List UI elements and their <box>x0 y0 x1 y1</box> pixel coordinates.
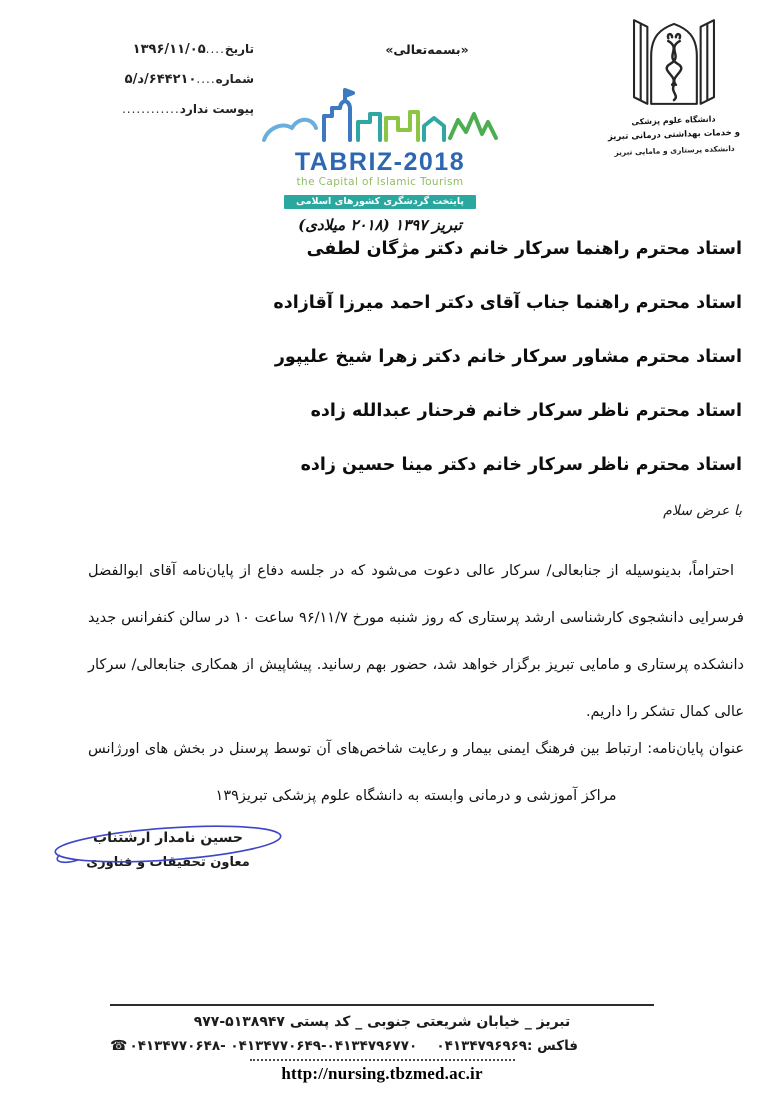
tabriz-2018-logo <box>248 86 512 234</box>
seal-captions <box>597 111 750 159</box>
website-url: http://nursing.tbzmed.ac.ir <box>281 1064 483 1083</box>
signature-ellipse <box>48 817 288 875</box>
date-label: تاریخ <box>224 42 254 56</box>
tabriz-2018-caption: تبریز ۱۳۹۷ (۲۰۱۸ میلادی) <box>298 215 462 234</box>
invitation-body: احتراماً، بدینوسیله از جنابعالی/ سرکار عالی دعوت می‌شود که در جلسه دفاع از پایان‌نامه آقای ابوالفضل فرسرایی دانشجوی کارشناسی ارشد پرستاری که روز شنبه مورخ ۹۶/۱۱/۷ ساعت ۱۰ در سالن کنفرانس جدید دانشکده پرستاری و مامایی تبریز برگزار خواهد شد، حضور بهم رسانید. پیشاپیش از همکاری جنابعالی/ سرکار عالی کمال تشکر را داریم. <box>88 563 744 720</box>
tabriz-2018-skyline <box>258 86 502 148</box>
seal-caption-university: دانشگاه علوم پزشکی <box>631 114 716 127</box>
fax-label: فاکس : <box>527 1038 578 1054</box>
recipient-observer-2: استاد محترم ناظر سرکار خانم دکتر مینا حسین زاده <box>300 455 742 475</box>
recipient-observer-1: استاد محترم ناظر سرکار خانم فرحنار عبدالله زاده <box>310 401 742 421</box>
recipients-block <box>20 236 742 506</box>
signature-block <box>68 830 268 870</box>
attachment-label: پیوست ندارد <box>179 102 254 116</box>
recipient-supervisor-1: استاد محترم راهنما سرکار خانم دکتر مژگان لطفی <box>306 239 742 259</box>
footer-address: تبریز _ خیابان شریعتی جنوبی _ کد پستی ۵۱۳۸۹۴۷-۹۷۷ <box>193 1014 571 1030</box>
number-row <box>34 72 254 87</box>
number-value: ۵/د/۶۴۴۲۱۰ <box>124 72 197 87</box>
seal-caption-faculty: دانشکده پرستاری و مامایی تبریز <box>614 143 735 157</box>
fax-number: ۰۴۱۳۴۷۹۶۹۶۹ <box>436 1038 528 1054</box>
telephone-icon: ☎ <box>110 1038 128 1054</box>
recipient-supervisor-2: استاد محترم راهنما جناب آقای دکتر احمد میرزا آقازاده <box>273 293 742 313</box>
attachment-row <box>34 102 254 116</box>
besmele-heading: «بسمه‌تعالی» <box>385 42 469 57</box>
phone-numbers: ۰۴۱۳۴۷۷۰۶۴۸- ۰۴۱۳۴۷۷۰۶۴۹-۰۴۱۳۴۷۹۶۷۷۰ <box>129 1038 418 1054</box>
attachment-leader-dots: ............ <box>121 102 180 116</box>
tabriz-2018-strip: پایتخت گردشگری کشورهای اسلامی <box>284 195 476 209</box>
university-seal-logo <box>615 12 733 112</box>
number-label: شماره <box>215 72 254 86</box>
recipient-advisor: استاد محترم مشاور سرکار خانم دکتر زهرا شیخ علیپور <box>274 347 742 367</box>
footer-dotted-divider <box>250 1059 515 1061</box>
university-seal <box>598 12 750 157</box>
footer <box>110 1004 654 1084</box>
date-row <box>34 42 254 57</box>
phones-group <box>110 1038 417 1054</box>
number-leader-dots: .... <box>196 72 216 86</box>
signatory-name: حسین نامدار ارشتناب <box>93 830 243 846</box>
date-leader-dots: .... <box>205 42 225 56</box>
footer-contact-row <box>110 1038 654 1054</box>
signatory-title: معاون تحقیقات و فناوری <box>86 855 250 870</box>
seal-caption-services: و خدمات بهداشتی درمانی تبریز <box>607 128 741 143</box>
footer-divider <box>110 1004 654 1006</box>
date-value: ۱۳۹۶/۱۱/۰۵ <box>132 42 206 57</box>
thesis-title: عنوان پایان‌نامه: ارتباط بین فرهنگ ایمنی بیمار و رعایت شاخص‌های آن توسط پرسنل در بخش های اورژانس مراکز آموزشی و درمانی وابسته به دانشگاه علوم پزشکی تبریز۱۳۹ <box>88 741 744 804</box>
letterhead-meta <box>34 42 254 131</box>
salutation: با عرض سلام <box>663 503 742 519</box>
fax-group <box>436 1038 654 1054</box>
tabriz-2018-title: TABRIZ-2018 <box>294 148 466 176</box>
tabriz-2018-subtitle: the Capital of Islamic Tourism <box>296 176 464 188</box>
